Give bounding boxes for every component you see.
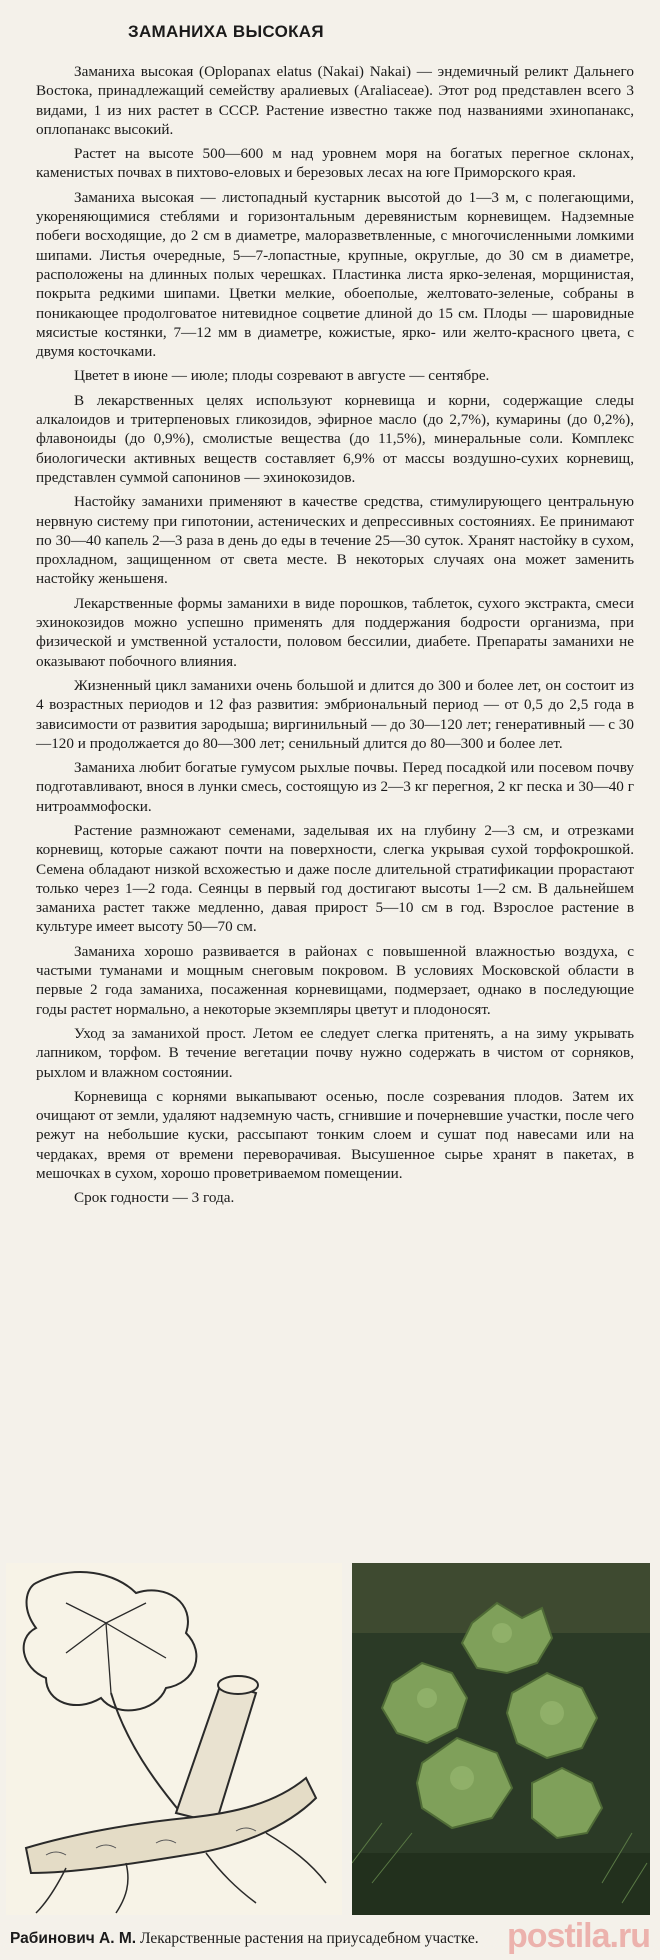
paragraph: Заманиха хорошо развивается в районах с повышенной влажностью воздуха, с частыми туманами и мощным снеговым покровом. В условиях Московской области в первые 2 года заманиха, посаженная корневищами, подмерзает, однако в последующие годы растет нормально, а некоторые экземпляры цветут и плодоносят. — [36, 942, 634, 1018]
article-body — [36, 62, 634, 1213]
watermark-logo: postila.ru — [506, 1917, 650, 1955]
plant-photo — [352, 1563, 650, 1915]
paragraph: Срок годности — 3 года. — [74, 1189, 235, 1207]
paragraph: Лекарственные формы заманихи в виде порошков, таблеток, сухого экстракта, смеси эхинокозидов можно успешно применять для поддержания бодрости организма, при физической и умственной усталости, половом бессилии, диабете. Препараты заманихи не оказывают побочного влияния. — [36, 594, 634, 670]
paragraph: Корневища с корнями выкапывают осенью, после созревания плодов. Затем их очищают от земли, удаляют надземную часть, сгнившие и почерневшие участки, после чего режут на небольшие куски, рассыпают тонким слоем и сушат под навесами или на чердаках, время от времени переворачивая. Высушенное сырье хранят в пакетах, в мешочках в сухом, хорошо проветриваемом помещении. — [36, 1087, 634, 1183]
paragraph: Растет на высоте 500—600 м над уровнем моря на богатых перегное склонах, каменистых почвах в пихтово-еловых и березовых лесах на юге Приморского края. — [36, 145, 634, 182]
paragraph: В лекарственных целях используют корневища и корни, содержащие следы алкалоидов и тритерпеновых гликозидов, эфирное масло (до 2,7%), кумарины (до 0,2%), флавоноиды (до 0,9%), смолистые вещества (до 11,5%), минеральные соли. Комплекс биологически активных веществ составляет 6,9% от массы воздушно-сухих корневищ, представлен суммой сапонинов — эхинокозидов. — [36, 391, 634, 486]
caption-text: Лекарственные растения на приусадебном участке. — [136, 1930, 479, 1947]
paragraph: Жизненный цикл заманихи очень большой и длится до 300 и более лет, он состоит из 4 возрастных периодов и 12 фаз развития: эмбриональный период — от 0,5 до 2,5 года в зависимости от развития зародыша; виргинильный — до 30—120 лет; генеративный — с 30—120 и продолжается до 80—300 лет; сенильный длится до 80—300 и более лет. — [36, 676, 634, 752]
paragraph: Уход за заманихой прост. Летом ее следует слегка притенять, а на зиму укрывать лапником, торфом. В течение вегетации почву нужно содержать в чистом от сорняков, рыхлом и влажном состоянии. — [36, 1024, 634, 1081]
rhizome-drawing — [6, 1563, 342, 1915]
paragraph: Заманиха высокая — листопадный кустарник высотой до 1—3 м, с полегающими, укореняющимися стеблями и горизонтальным деревянистым корневищем. Надземные побеги восходящие, до 2 см в диаметре, малоразветвленные, с многочисленными ломкими шипами. Листья очередные, 5—7-лопастные, крупные, округлые, до 30 см в диаметре, расположены на длинных полых черешках. Пластинка листа ярко-зеленая, морщинистая, покрыта редкими шипами. Цветки мелкие, обоеполые, желтовато-зеленые, собраны в поникающее продолговатое нитевидное соцветие длиной до 15 см. Плоды — шаровидные мясистые костянки, 7—12 мм в диаметре, кожистые, ярко- или желто-красного цвета, с двумя косточками. — [36, 188, 634, 361]
plant-photo-svg — [352, 1563, 650, 1915]
rhizome-drawing-svg — [6, 1563, 342, 1915]
paragraph: Заманиха любит богатые гумусом рыхлые почвы. Перед посадкой или посевом почву подготавливают, внося в лунки смесь, состоящую из 2—3 кг перегноя, 2 кг песка и 30—40 г нитроаммофоски. — [36, 759, 634, 815]
caption-author: Рабинович А. М. — [10, 1930, 137, 1947]
paragraph: Настойку заманихи применяют в качестве средства, стимулирующего центральную нервную систему при гипотонии, астенических и депрессивных состояниях. Ее принимают по 30—40 капель 2—3 раза в день до еды в течение 25—30 суток. Хранят настойку в сухом, прохладном, защищенном от света месте. В некоторых случаях она может заменить настойку женьшеня. — [36, 493, 634, 588]
page-title: ЗАМАНИХА ВЫСОКАЯ — [128, 22, 324, 41]
paragraph: Цветет в июне — июле; плоды созревают в августе — сентябре. — [74, 367, 490, 385]
paragraph: Заманиха высокая (Oplopanax elatus (Nakai) Nakai) — эндемичный реликт Дальнего Востока, принадлежащий семейству аралиевых (Araliaceae). Этот род представлен всего 3 видами, 1 из них растет в СССР. Растение известно также под названиями эхинопанакс, оплопанакс высокий. — [36, 63, 634, 138]
paragraph: Растение размножают семенами, заделывая их на глубину 2—3 см, и отрезками корневищ, которые сажают почти на поверхности, слегка укрывая сухой торфокрошкой. Семена обладают низкой всхожестью и даже после длительной стратификации прорастают только через 1—2 года. Сеянцы в первый год достигают высоты 1—2 см. В дальнейшем заманиха растет также медленно, давая прирост 5—10 см в год. Взрослое растение в культуре имеет высоту 50—70 см. — [36, 821, 634, 936]
